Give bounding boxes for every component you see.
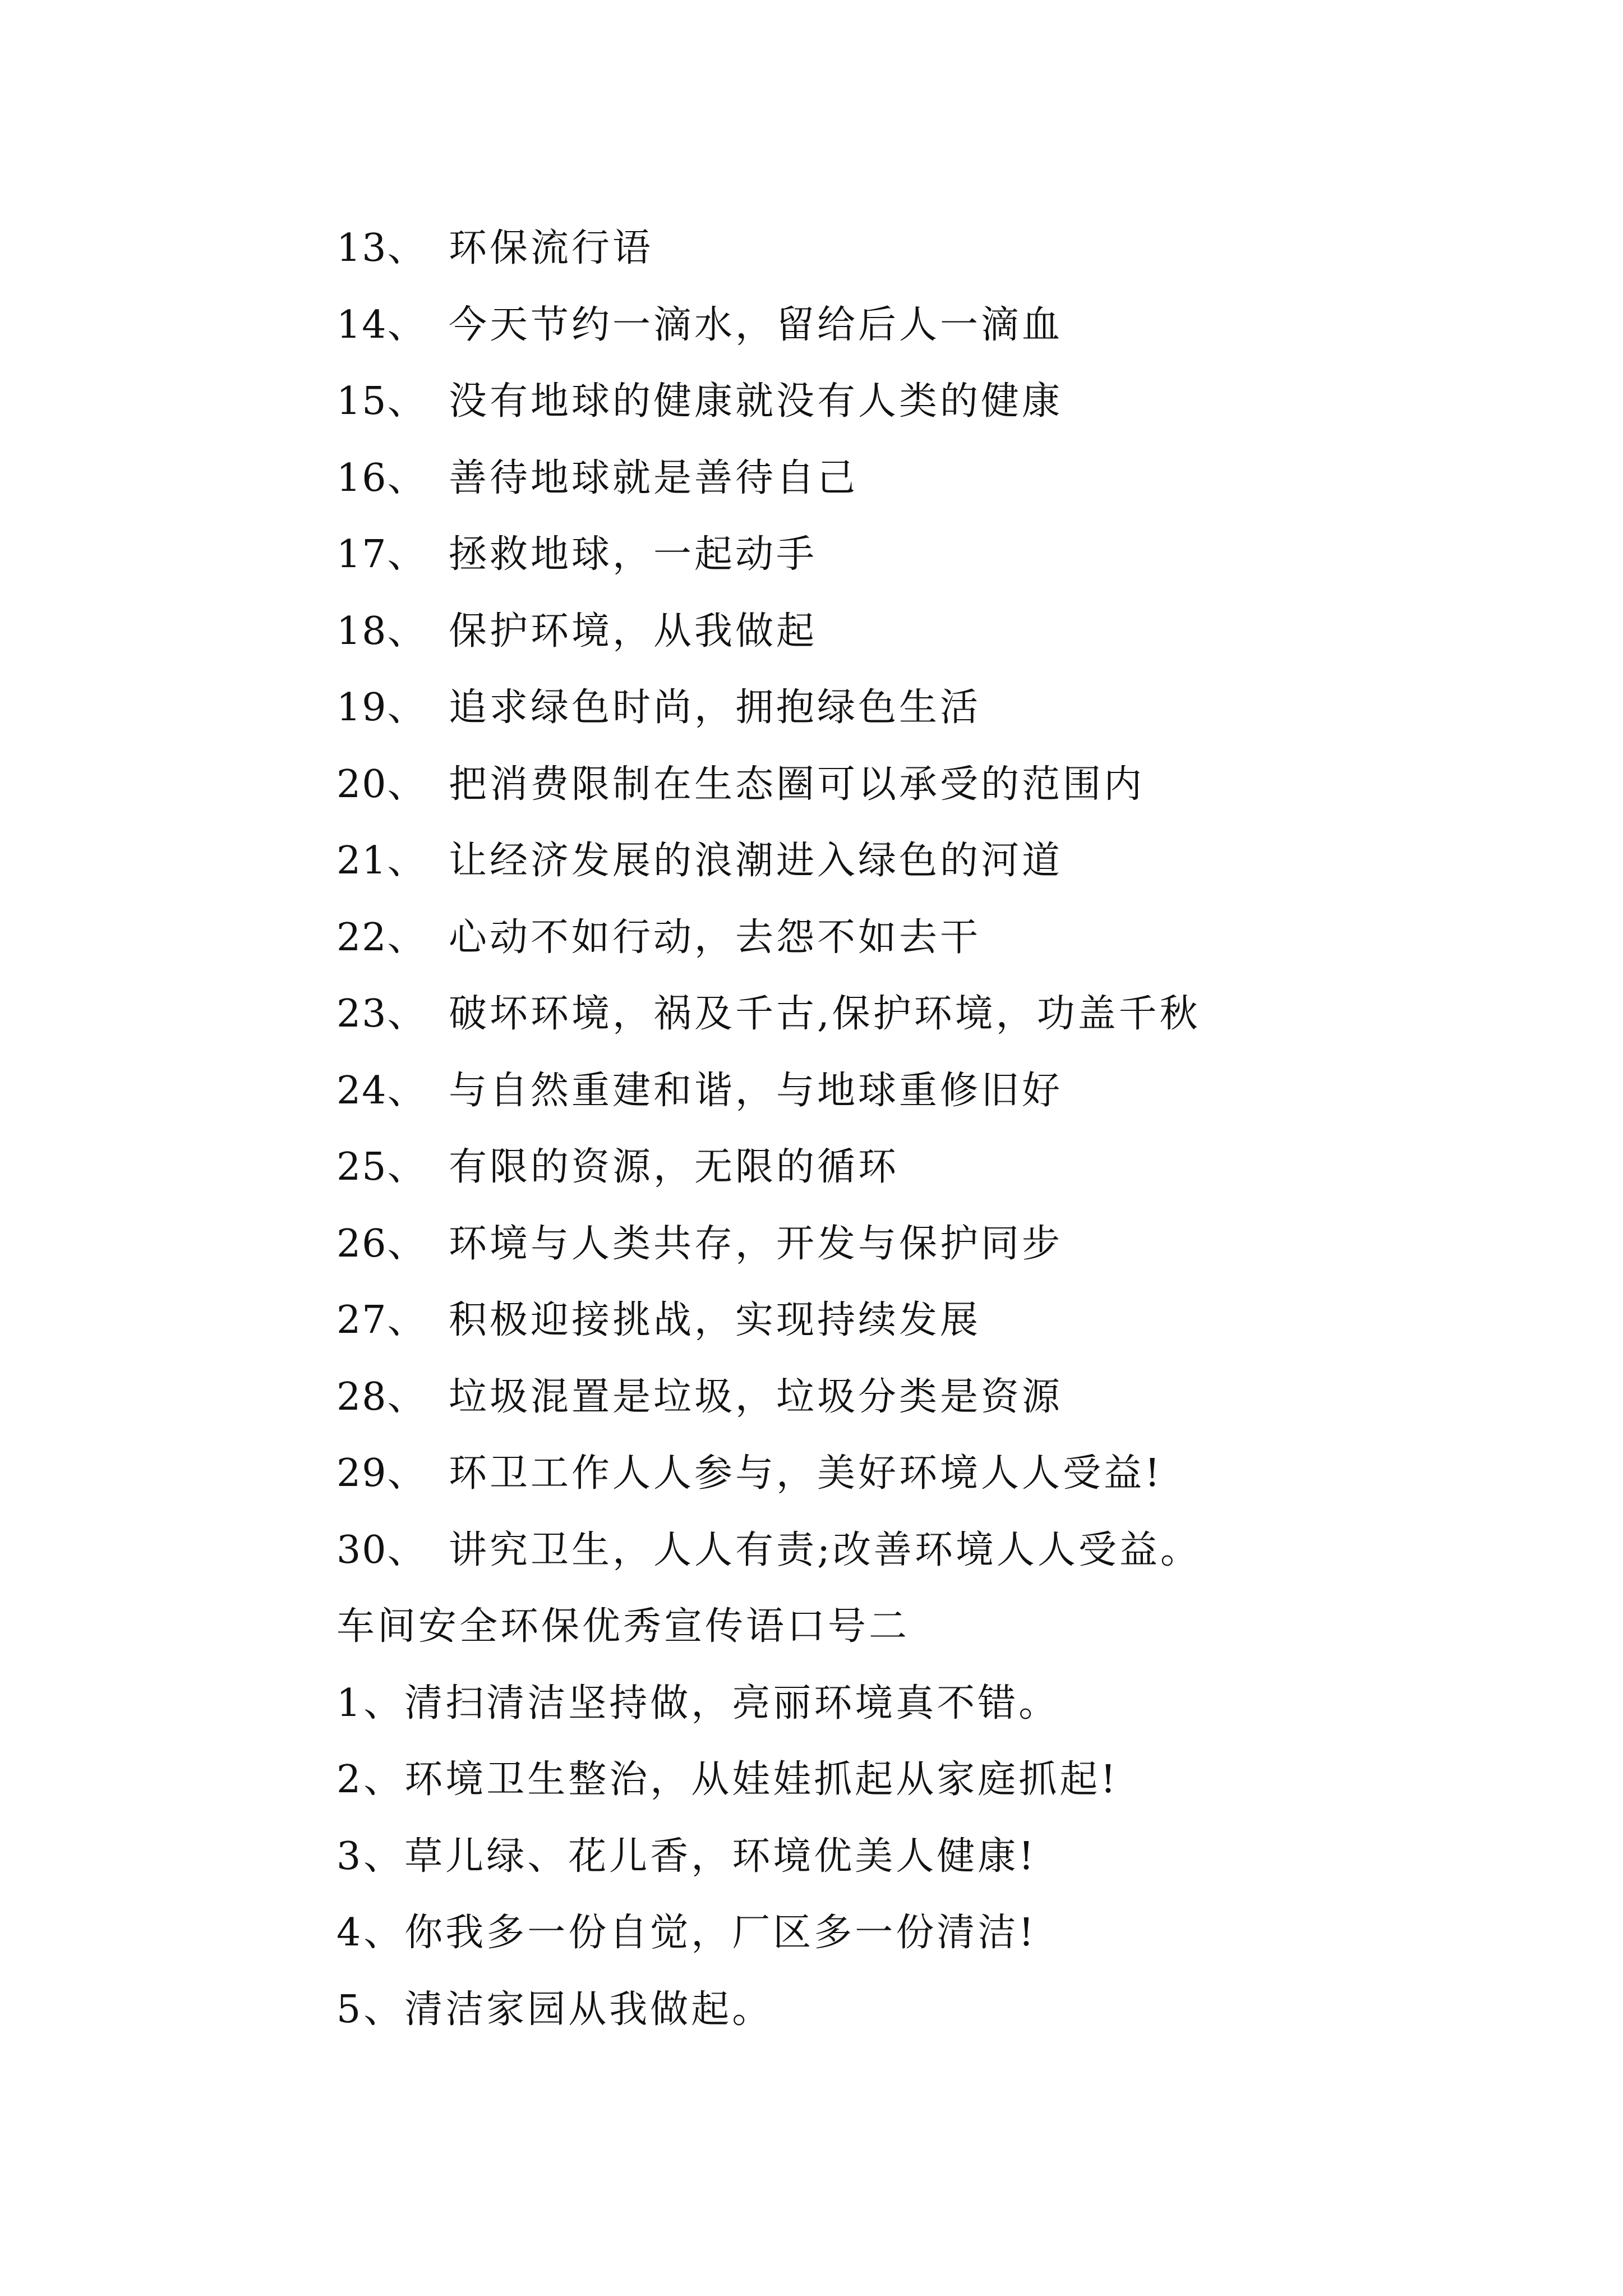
item-text: 善待地球就是善待自己	[449, 455, 859, 500]
item-text: 没有地球的健康就没有人类的健康	[449, 379, 1063, 424]
item-text: 让经济发展的浪潮进入绿色的河道	[449, 839, 1063, 883]
item-text: 今天节约一滴水，留给后人一滴血	[449, 302, 1063, 347]
item-text: 保护环境，从我做起	[449, 609, 818, 654]
item-number: 13、	[336, 226, 427, 270]
item-text: 垃圾混置是垃圾，垃圾分类是资源	[449, 1374, 1063, 1419]
item-text: 破坏环境，祸及千古,保护环境，功盖千秋	[449, 992, 1201, 1036]
item-number: 19、	[336, 685, 427, 730]
item-number: 21、	[336, 839, 427, 883]
list-item	[336, 900, 1514, 977]
item-number: 25、	[336, 1145, 427, 1189]
list-item	[336, 1206, 1514, 1283]
list-item	[336, 976, 1514, 1053]
list-item	[336, 440, 1514, 517]
list-item: 5、清洁家园从我做起。	[336, 1987, 773, 2032]
item-text: 追求绿色时尚，拥抱绿色生活	[449, 685, 981, 730]
item-text: 有限的资源，无限的循环	[449, 1145, 900, 1189]
item-number: 24、	[336, 1068, 427, 1113]
list-item	[336, 364, 1514, 440]
list-item	[336, 1512, 1514, 1589]
item-number: 20、	[336, 762, 427, 807]
list-item	[336, 1129, 1514, 1206]
list-item	[336, 1435, 1514, 1512]
item-text: 讲究卫生，人人有责;改善环境人人受益。	[449, 1527, 1201, 1572]
item-text: 与自然重建和谐，与地球重修旧好	[449, 1068, 1063, 1113]
item-text: 拯救地球，一起动手	[449, 532, 818, 577]
item-text: 把消费限制在生态圈可以承受的范围内	[449, 762, 1145, 807]
list-item	[336, 287, 1514, 364]
list-item	[336, 823, 1514, 900]
list-item: 3、草儿绿、花儿香，环境优美人健康!	[336, 1834, 1037, 1879]
list-item	[336, 670, 1514, 747]
list-item	[336, 210, 1514, 287]
item-text: 环卫工作人人参与，美好环境人人受益!	[449, 1451, 1163, 1496]
item-text: 环境与人类共存，开发与保护同步	[449, 1221, 1063, 1266]
item-number: 29、	[336, 1451, 427, 1496]
item-number: 26、	[336, 1221, 427, 1266]
item-number: 27、	[336, 1298, 427, 1342]
list-item: 2、环境卫生整治，从娃娃抓起从家庭抓起!	[336, 1757, 1119, 1802]
list-item	[336, 517, 1514, 593]
list-item	[336, 1359, 1514, 1436]
list-item: 4、你我多一份自觉，厂区多一份清洁!	[336, 1911, 1037, 1955]
item-text: 环保流行语	[449, 226, 654, 270]
list-item: 1、清扫清洁坚持做，亮丽环境真不错。	[336, 1681, 1060, 1726]
item-number: 16、	[336, 455, 427, 500]
list-item	[336, 1282, 1514, 1359]
list-item	[336, 593, 1514, 670]
item-number: 18、	[336, 609, 427, 654]
item-text: 心动不如行动，去怨不如去干	[449, 915, 981, 960]
item-text: 积极迎接挑战，实现持续发展	[449, 1298, 981, 1342]
item-number: 23、	[336, 992, 427, 1036]
document-body	[336, 210, 1514, 2048]
item-number: 22、	[336, 915, 427, 960]
section-heading: 车间安全环保优秀宣传语口号二	[336, 1604, 910, 1649]
list-item	[336, 747, 1514, 823]
item-number: 28、	[336, 1374, 427, 1419]
item-number: 14、	[336, 302, 427, 347]
list-item	[336, 1053, 1514, 1130]
item-number: 30、	[336, 1527, 427, 1572]
item-number: 17、	[336, 532, 427, 577]
item-number: 15、	[336, 379, 427, 424]
